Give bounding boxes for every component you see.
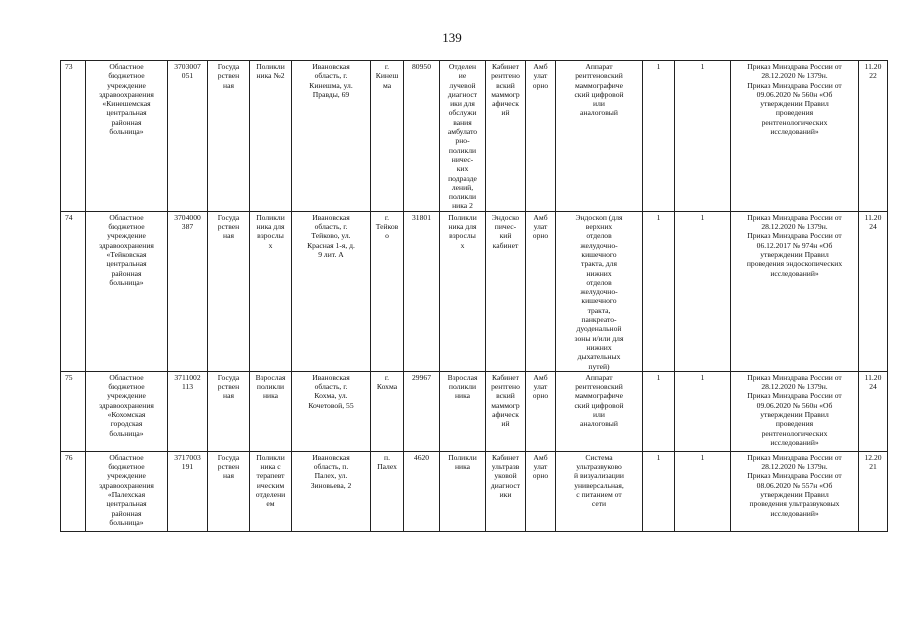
legal-basis-cell: Приказ Минздрава России от 28.12.2020 № 1379н. Приказ Минздрава России от 09.06.2020 № 560н «Об утверждении Правил проведения рентгенологических исследований» bbox=[731, 61, 859, 212]
population-cell: 31801 bbox=[404, 211, 440, 371]
organization-cell: Областное бюджетное учреждение здравоохранения «Кинешемская центральная районная больница» bbox=[86, 61, 168, 212]
legal-basis-cell: Приказ Минздрава России от 28.12.2020 № 1379н. Приказ Минздрава России от 06.12.2017 № 974н «Об утверждении Правил проведения эндоскопических исследований» bbox=[731, 211, 859, 371]
unit-cell: Взрослая поликли ника bbox=[250, 371, 292, 451]
org-code-cell: 3717003 191 bbox=[168, 451, 208, 531]
legal-basis-cell: Приказ Минздрава России от 28.12.2020 № 1379н. Приказ Минздрава России от 09.06.2020 № 560н «Об утверждении Правил проведения рентгенологических исследований» bbox=[731, 371, 859, 451]
quantity-required-cell: 1 bbox=[643, 371, 675, 451]
settlement-cell: г. Кохма bbox=[371, 371, 404, 451]
organization-cell: Областное бюджетное учреждение здравоохранения «Палехская центральная районная больница» bbox=[86, 451, 168, 531]
quantity-planned-cell: 1 bbox=[675, 61, 731, 212]
quantity-planned-cell: 1 bbox=[675, 371, 731, 451]
equipment-cell: Аппарат рентгеновский маммографиче ский цифровой или аналоговый bbox=[556, 61, 643, 212]
room-cell: Кабинет рентгено вский маммогр афическ ий bbox=[486, 371, 526, 451]
department-cell: Взрослая поликли ника bbox=[440, 371, 486, 451]
date-cell: 12.20 21 bbox=[859, 451, 888, 531]
equipment-cell: Система ультразвуково й визуализации универсальная, с питанием от сети bbox=[556, 451, 643, 531]
table-row bbox=[61, 61, 888, 212]
org-code-cell: 3703007 051 bbox=[168, 61, 208, 212]
equipment-cell: Эндоскоп (для верхних отделов желудочно- кишечного тракта, для нижних отделов желудочно- кишечного тракта, панкреато- дуоденальной зоны и/или для нижних дыхательных путей) bbox=[556, 211, 643, 371]
unit-cell: Поликли ника с терапевт ическим отделени ем bbox=[250, 451, 292, 531]
settlement-cell: г. Кинеш ма bbox=[371, 61, 404, 212]
address-cell: Ивановская область, г. Кохма, ул. Кочетовой, 55 bbox=[292, 371, 371, 451]
equipment-cell: Аппарат рентгеновский маммографиче ский цифровой или аналоговый bbox=[556, 371, 643, 451]
room-cell: Кабинет рентгено вский маммогр афическ ий bbox=[486, 61, 526, 212]
row-number-cell: 73 bbox=[61, 61, 86, 212]
quantity-planned-cell: 1 bbox=[675, 211, 731, 371]
department-cell: Поликли ника для взрослы х bbox=[440, 211, 486, 371]
legal-basis-cell: Приказ Минздрава России от 28.12.2020 № 1379н. Приказ Минздрава России от 08.06.2020 № 557н «Об утверждении Правил проведения ультразвуковых исследований» bbox=[731, 451, 859, 531]
quantity-required-cell: 1 bbox=[643, 61, 675, 212]
unit-cell: Поликли ника №2 bbox=[250, 61, 292, 212]
equipment-table bbox=[60, 60, 888, 532]
table-row bbox=[61, 451, 888, 531]
ownership-cell: Госуда рствен ная bbox=[208, 61, 250, 212]
conditions-cell: Амб улат орно bbox=[526, 371, 556, 451]
row-number-cell: 75 bbox=[61, 371, 86, 451]
date-cell: 11.20 22 bbox=[859, 61, 888, 212]
organization-cell: Областное бюджетное учреждение здравоохранения «Тейковская центральная районная больница» bbox=[86, 211, 168, 371]
table-row bbox=[61, 371, 888, 451]
org-code-cell: 3704000 387 bbox=[168, 211, 208, 371]
page-number: 139 bbox=[442, 30, 462, 45]
unit-cell: Поликли ника для взрослы х bbox=[250, 211, 292, 371]
settlement-cell: г. Тейков о bbox=[371, 211, 404, 371]
table-row bbox=[61, 211, 888, 371]
date-cell: 11.20 24 bbox=[859, 211, 888, 371]
org-code-cell: 3711002 113 bbox=[168, 371, 208, 451]
conditions-cell: Амб улат орно bbox=[526, 451, 556, 531]
department-cell: Отделен ие лучевой диагност ики для обслужи вания амбулато рно- поликли ничес- ких подразде лений, поликли ника 2 bbox=[440, 61, 486, 212]
quantity-planned-cell: 1 bbox=[675, 451, 731, 531]
row-number-cell: 76 bbox=[61, 451, 86, 531]
settlement-cell: п. Палех bbox=[371, 451, 404, 531]
room-cell: Эндоско пичес- кий кабинет bbox=[486, 211, 526, 371]
ownership-cell: Госуда рствен ная bbox=[208, 451, 250, 531]
ownership-cell: Госуда рствен ная bbox=[208, 211, 250, 371]
conditions-cell: Амб улат орно bbox=[526, 211, 556, 371]
population-cell: 80950 bbox=[404, 61, 440, 212]
room-cell: Кабинет ультразв уковой диагност ики bbox=[486, 451, 526, 531]
organization-cell: Областное бюджетное учреждение здравоохранения «Кохомская городская больница» bbox=[86, 371, 168, 451]
address-cell: Ивановская область, п. Палех, ул. Зиновьева, 2 bbox=[292, 451, 371, 531]
ownership-cell: Госуда рствен ная bbox=[208, 371, 250, 451]
date-cell: 11.20 24 bbox=[859, 371, 888, 451]
address-cell: Ивановская область, г. Кинешма, ул. Правды, 69 bbox=[292, 61, 371, 212]
address-cell: Ивановская область, г. Тейково, ул. Красная 1-я, д. 9 лит. А bbox=[292, 211, 371, 371]
population-cell: 29967 bbox=[404, 371, 440, 451]
quantity-required-cell: 1 bbox=[643, 211, 675, 371]
population-cell: 4620 bbox=[404, 451, 440, 531]
conditions-cell: Амб улат орно bbox=[526, 61, 556, 212]
quantity-required-cell: 1 bbox=[643, 451, 675, 531]
row-number-cell: 74 bbox=[61, 211, 86, 371]
department-cell: Поликли ника bbox=[440, 451, 486, 531]
